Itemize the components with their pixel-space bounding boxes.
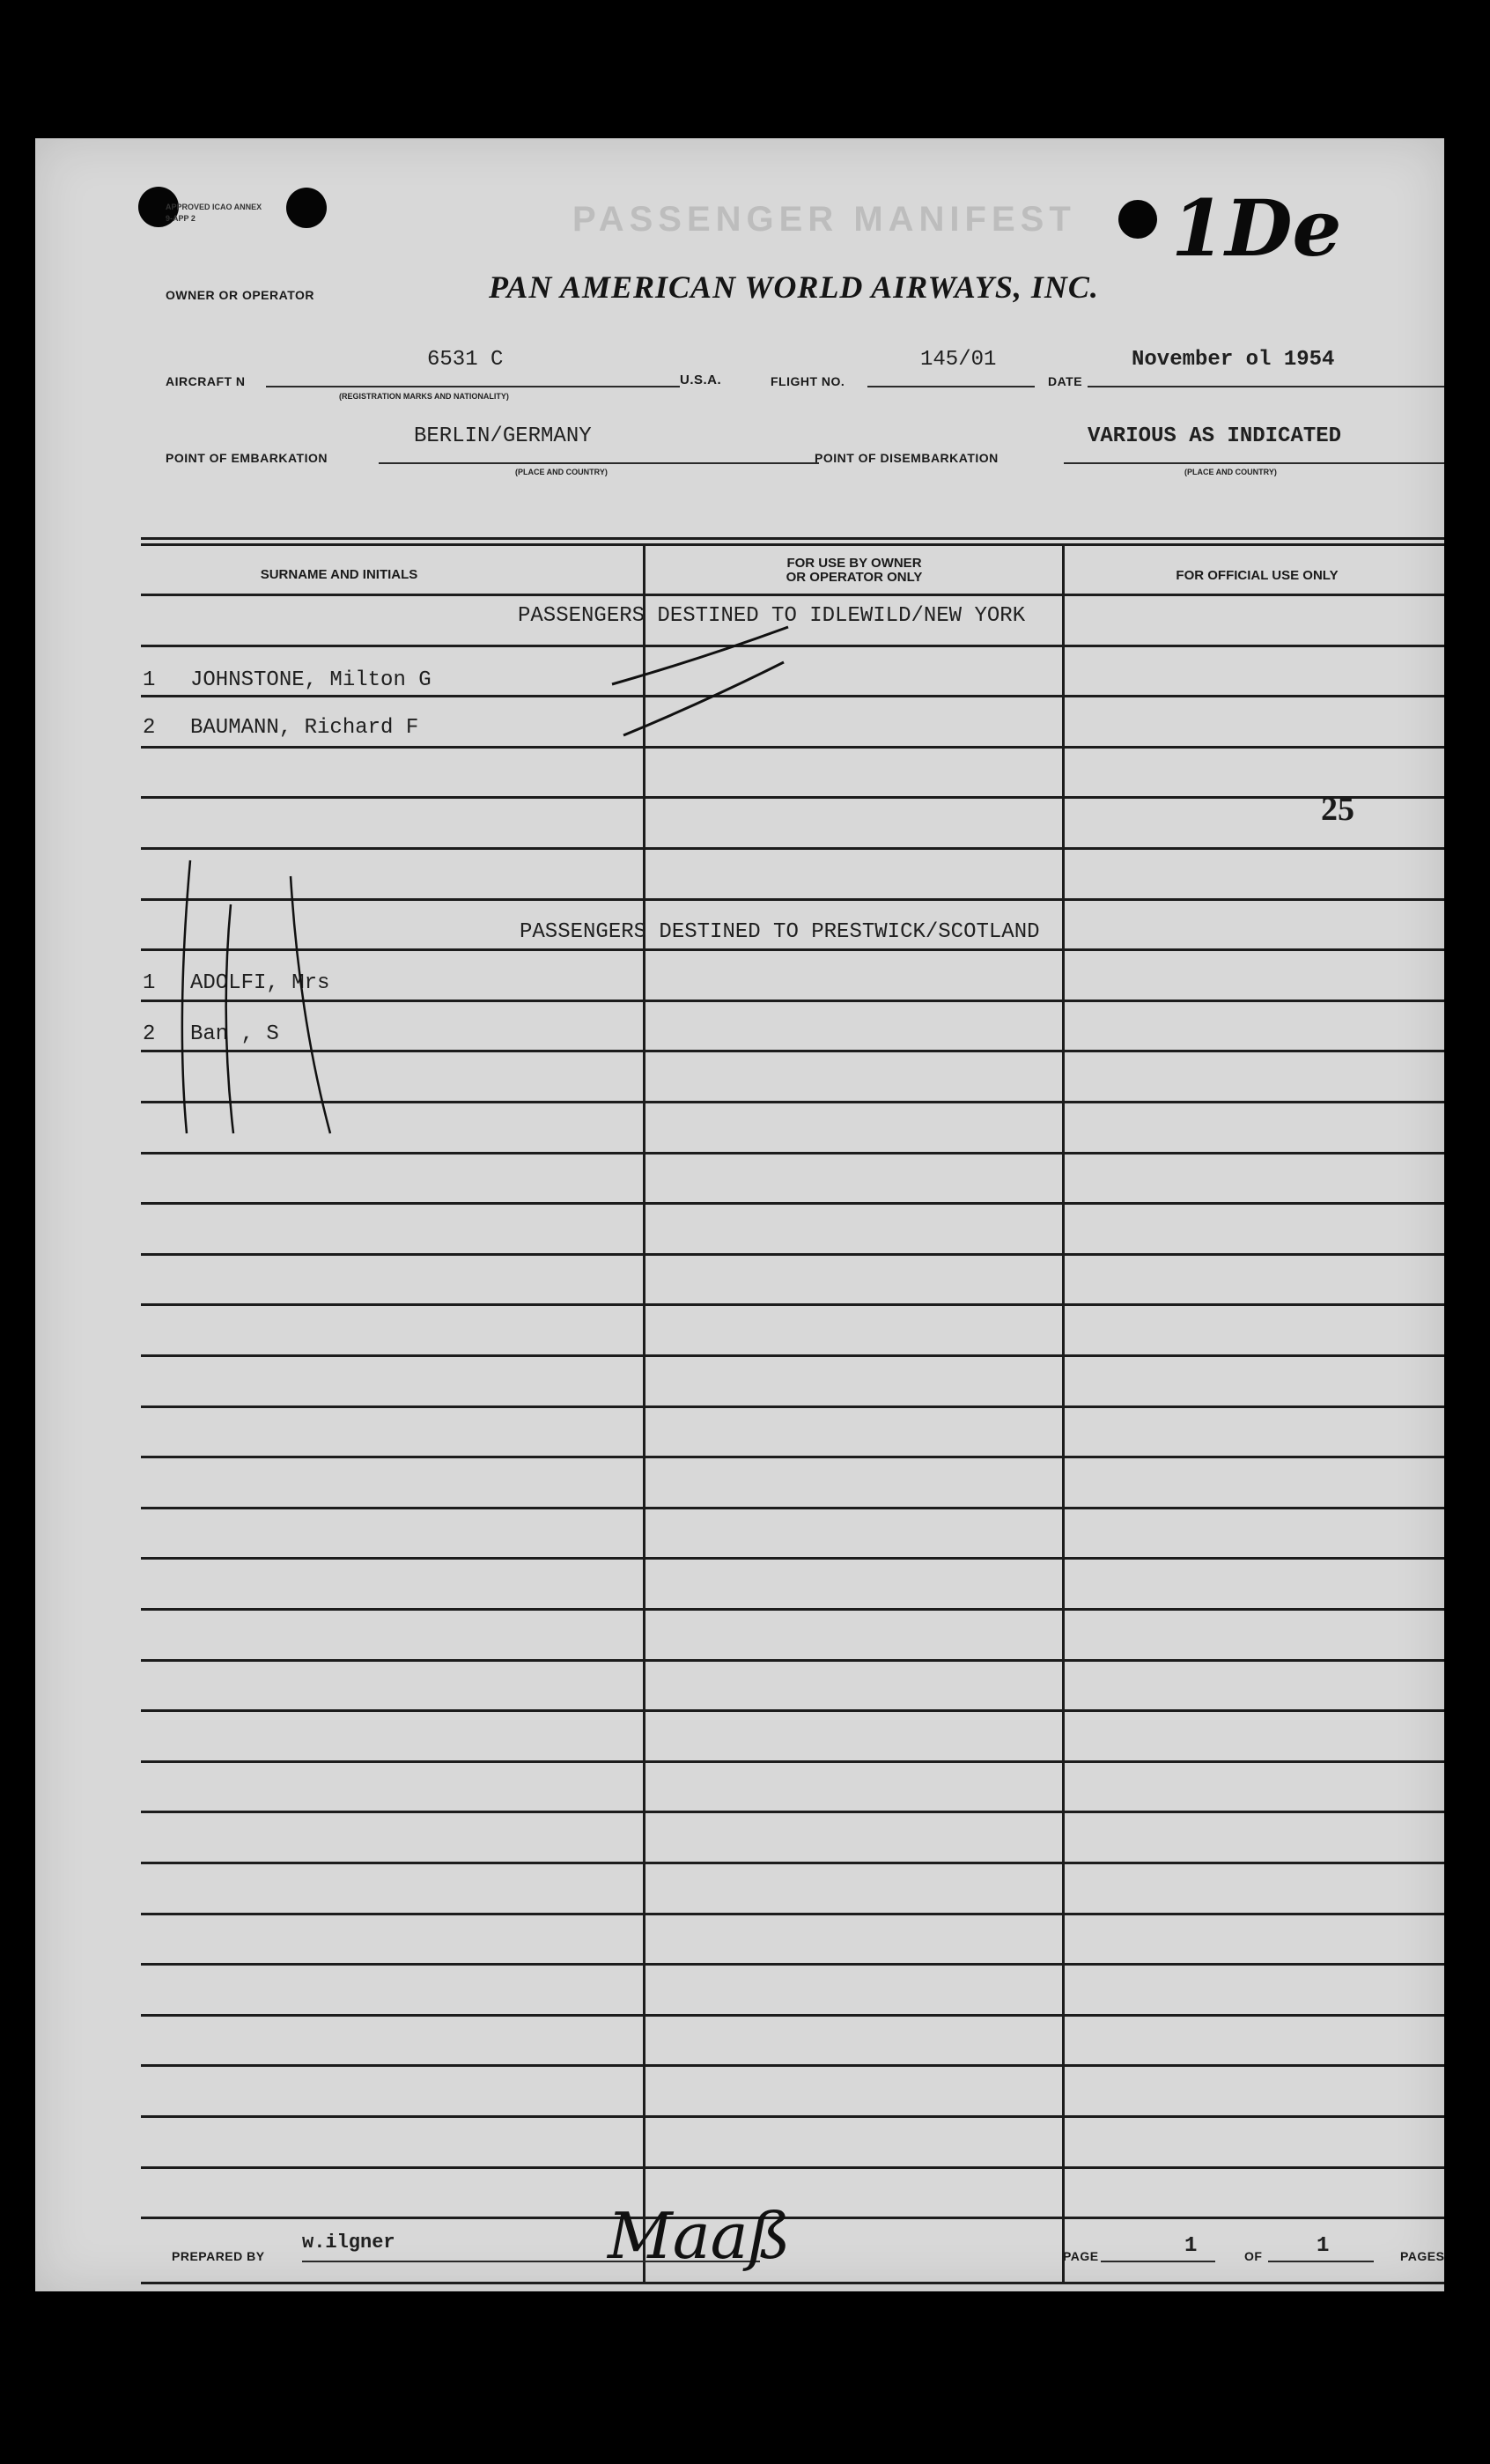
date-label: DATE (1048, 374, 1083, 388)
embark-label: POINT OF EMBARKATION (166, 451, 328, 465)
embark-sublabel: (PLACE AND COUNTRY) (515, 468, 608, 476)
date-value: November ol 1954 (1132, 348, 1335, 372)
prepared-value: w.ilgner (302, 2232, 395, 2254)
nationality: U.S.A. (680, 373, 722, 387)
passenger-3-name: ADOLFI, Mrs (190, 971, 330, 995)
passenger-3-num: 1 (143, 971, 156, 995)
passenger-4-num: 2 (143, 1022, 156, 1046)
prepared-label: PREPARED BY (172, 2249, 265, 2263)
of-value: 1 (1317, 2234, 1330, 2258)
disembark-value: VARIOUS AS INDICATED (1088, 424, 1342, 448)
passenger-4-name: Ban , S (190, 1022, 279, 1046)
aircraft-value: 6531 C (427, 348, 504, 372)
section-heading-prestwick: PASSENGERS DESTINED TO PRESTWICK/SCOTLAND (520, 920, 1040, 944)
section-heading-idlewild: PASSENGERS DESTINED TO IDLEWILD/NEW YORK (518, 604, 1026, 628)
passenger-2-name: BAUMANN, Richard F (190, 716, 419, 740)
embark-value: BERLIN/GERMANY (414, 424, 592, 448)
signature: Maaß (608, 2199, 791, 2273)
approval-stamp: APPROVED ICAO ANNEX 9-APP 2 (166, 203, 262, 223)
column-header-surname: SURNAME AND INITIALS (260, 567, 418, 582)
page-value: 1 (1184, 2234, 1198, 2258)
disembark-label: POINT OF DISEMBARKATION (815, 451, 999, 465)
passenger-2-num: 2 (143, 716, 156, 740)
of-label: OF (1244, 2249, 1263, 2263)
aircraft-sublabel: (REGISTRATION MARKS AND NATIONALITY) (339, 392, 509, 401)
column-header-owner-use-1: FOR USE BY OWNER (786, 556, 922, 571)
pages-label: PAGES (1400, 2249, 1445, 2263)
passenger-1-num: 1 (143, 668, 156, 692)
faded-title: PASSENGER MANIFEST (572, 200, 1076, 239)
flight-value: 145/01 (920, 348, 997, 372)
official-count: 25 (1321, 791, 1354, 828)
pen-strokes (35, 138, 1444, 2291)
owner-value: PAN AMERICAN WORLD AIRWAYS, INC. (489, 269, 1099, 305)
aircraft-label: AIRCRAFT N (166, 374, 246, 388)
column-header-owner-use-2: OR OPERATOR ONLY (786, 570, 923, 585)
manifest-sheet (35, 138, 1444, 2291)
passenger-1-name: JOHNSTONE, Milton G (190, 668, 432, 692)
column-header-official: FOR OFFICIAL USE ONLY (1176, 568, 1339, 583)
flight-label: FLIGHT NO. (771, 374, 845, 388)
page-label: PAGE (1063, 2249, 1099, 2263)
owner-label: OWNER OR OPERATOR (166, 288, 314, 302)
handwritten-mark: 1De (1171, 182, 1342, 274)
disembark-sublabel: (PLACE AND COUNTRY) (1184, 468, 1277, 476)
